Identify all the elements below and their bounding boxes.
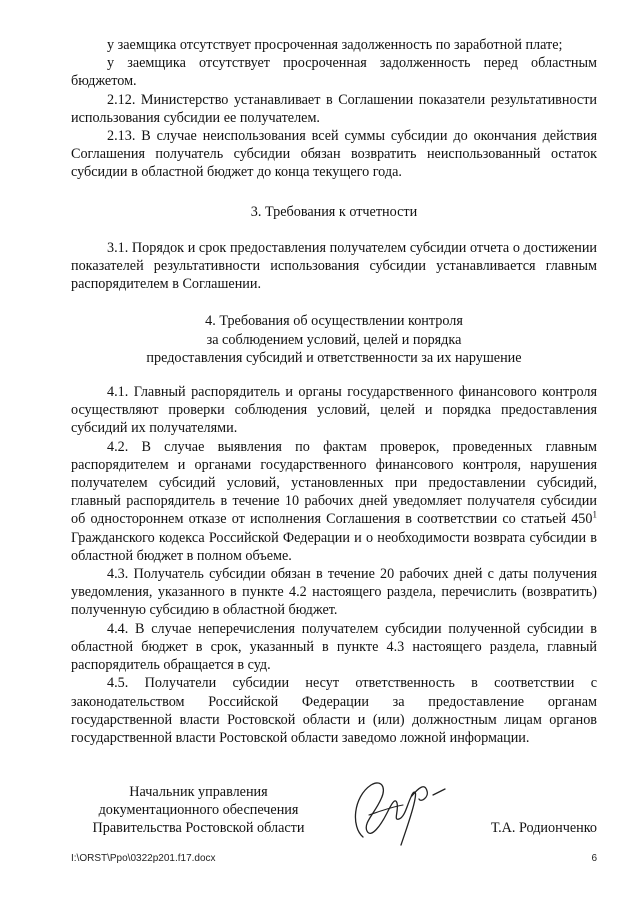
paragraph-4-3: 4.3. Получатель субсидии обязан в течение 20 рабочих дней с даты получения уведомления, указанного в пункте 4.2 настоящего раздела, перечислить (возвратить) полученную субсидию в областной бюджет.: [71, 566, 597, 619]
article-superscript: 1: [592, 509, 597, 520]
paragraph-4-2-text: 4.2. В случае выявления по фактам проверок, проведенных главным распорядителем и органами государственного финансового контроля, нарушения получателем субсидий условий, установленных при предоставлении субсидий, главный распорядитель в течение 10 рабочих дней уведомляет получателя субсидии об одностороннем отказе от исполнения Соглашения в соответствии со статьей 450: [71, 438, 597, 528]
signature-block: [71, 783, 597, 843]
paragraph-4-1: 4.1. Главный распорядитель и органы государственного финансового контроля осуществляют проверки соблюдения условий, целей и порядка предоставления субсидий их получателями.: [71, 384, 597, 437]
file-path: I:\ORST\Ppo\0322p201.f17.docx: [71, 853, 216, 864]
paragraph-4-5: 4.5. Получатели субсидии несут ответственность в соответствии с законодательством Российской Федерации за предоставление органам государственной власти Ростовской области и (или) должностным лицам органов государственной власти Ростовской области заведомо ложной информации.: [71, 675, 597, 746]
paragraph-3-1: 3.1. Порядок и срок предоставления получателем субсидии отчета о достижении показателей результативности использования субсидии устанавливается главным распорядителем в Соглашении.: [71, 239, 597, 293]
signatory-title-line: Начальник управления: [129, 784, 268, 800]
paragraph-no-wage-debt: у заемщика отсутствует просроченная задолженность по заработной плате;: [107, 37, 563, 53]
paragraph-2-12: 2.12. Министерство устанавливает в Соглашении показатели результативности использования субсидии ее получателем.: [71, 91, 597, 126]
signatory-name: Т.А. Родионченко: [490, 820, 597, 836]
paragraph-2-13: 2.13. В случае неиспользования всей суммы субсидии до окончания действия Соглашения получатель субсидии обязан возвратить неиспользованный остаток субсидии в областной бюджет до конца текущего года.: [71, 128, 597, 181]
signatory-title-line: Правительства Ростовской области: [92, 820, 305, 837]
section-4-heading-line: 4. Требования об осуществлении контроля: [205, 313, 463, 330]
paragraph-4-4: 4.4. В случае неперечисления получателем субсидии полученной субсидии в областной бюджет в срок, указанный в пункте 4.3 настоящего раздела, главный распорядитель обращается в суд.: [71, 620, 597, 674]
section-4-heading: [71, 312, 597, 367]
signatory-title-line: документационного обеспечения: [98, 802, 299, 819]
paragraph-4-2: [71, 438, 597, 565]
section-4-heading-line: предоставления субсидий и ответственности за их нарушение: [146, 349, 522, 366]
paragraph-no-budget-debt: у заемщика отсутствует просроченная задолженность перед областным бюджетом.: [71, 55, 597, 90]
handwritten-signature: [341, 767, 461, 857]
paragraph-4-2-text-cont: Гражданского кодекса Российской Федерации и о необходимости возврата субсидии в областной бюджет в полном объеме.: [71, 529, 597, 564]
section-4-heading-line: за соблюдением условий, целей и порядка: [206, 331, 462, 348]
signatory-title: [71, 783, 326, 838]
section-3-heading: 3. Требования к отчетности: [250, 203, 418, 220]
page-number: 6: [591, 853, 597, 864]
document-body: [71, 36, 597, 747]
